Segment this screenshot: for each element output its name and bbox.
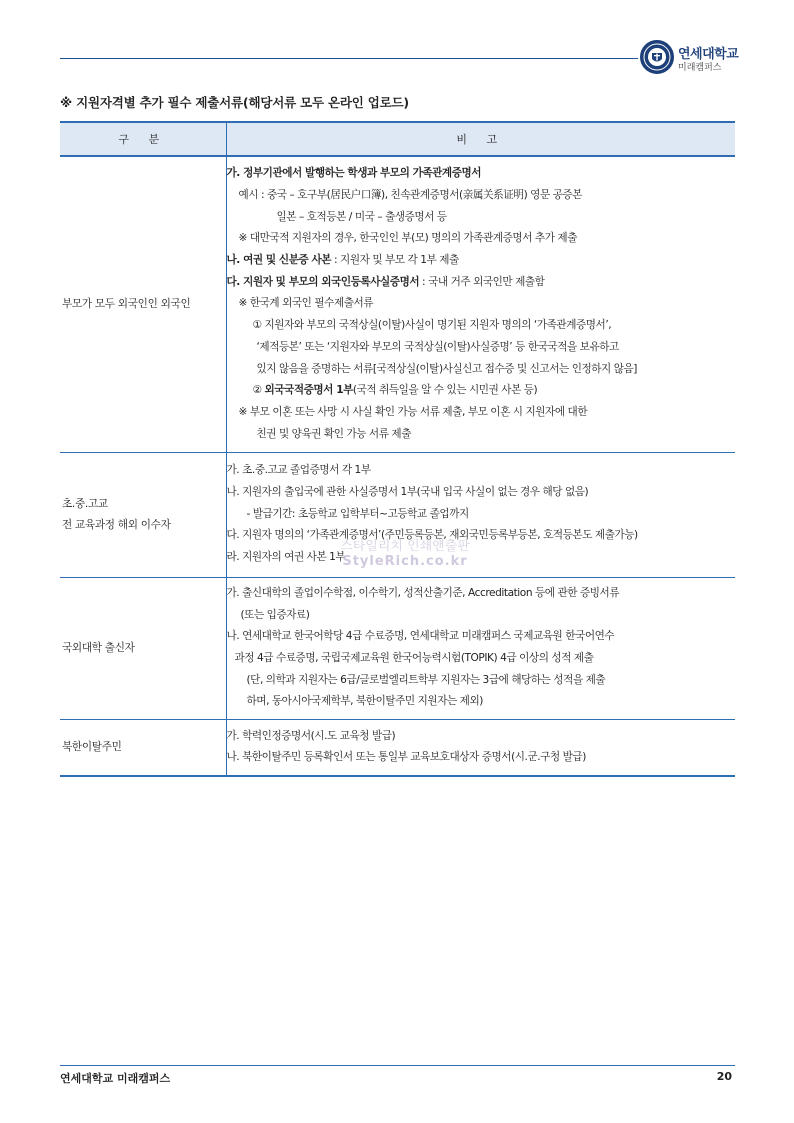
remarks-cell: [226, 577, 735, 719]
required-documents-table: [60, 121, 735, 777]
category-label: 초.중.고교: [62, 497, 108, 510]
remark-line: ※ 부모 이혼 또는 사망 시 사실 확인 가능 서류 제출, 부모 이혼 시 지원자에 대한: [238, 405, 588, 418]
remarks-cell: [226, 452, 735, 577]
remark-line: ① 지원자와 부모의 국적상실(이탈)사실이 명기된 지원자 명의의 ‘가족관계증명서’,: [252, 319, 612, 332]
remark-line: 예시 : 중국 – 호구부(居民户口簿), 친속관계증명서(亲属关系证明) 영문 공증본: [238, 188, 583, 201]
category-label: 부모가 모두 외국인인 외국인: [62, 297, 191, 310]
remark-line: 가. 학력인정증명서(시.도 교육청 발급): [226, 729, 396, 742]
remark-bold-text: 나. 여권 및 신분증 사본: [226, 253, 332, 266]
remark-line: (단, 의학과 지원자는 6급/글로벌엘리트학부 지원자는 3급에 해당하는 성적을 제출: [246, 673, 606, 686]
remark-bold-text: 다. 지원자 및 부모의 외국인등록사실증명서: [226, 275, 420, 288]
remark-line: 있지 않음을 증명하는 서류[국적상실(이탈)사실신고 접수증 및 신고서는 인정하지 않음]: [256, 362, 637, 375]
logo-campus: 미래캠퍼스: [678, 63, 722, 73]
remark-line: 가. 정부기관에서 발행하는 학생과 부모의 가족관계증명서: [226, 167, 482, 180]
footer-university: 연세대학교 미래캠퍼스: [60, 1072, 171, 1085]
university-seal-icon: [640, 40, 674, 74]
remark-text: ②: [252, 384, 265, 397]
remark-line: 하며, 동아시아국제학부, 북한이탈주민 지원자는 제외): [246, 695, 483, 708]
category-label: 국외대학 출신자: [62, 641, 135, 654]
remark-line: 일본 – 호적등본 / 미국 – 출생증명서 등: [276, 210, 447, 223]
table-row: [60, 452, 735, 577]
category-cell: [60, 719, 226, 776]
remark-line: 라. 지원자의 여권 사본 1부: [226, 551, 346, 564]
page-number: 20: [716, 1070, 732, 1083]
watermark-url: StyleRich.co.kr: [342, 554, 468, 569]
remark-line: ※ 대만국적 지원자의 경우, 한국인인 부(모) 명의의 가족관계증명서 추가 제출: [238, 232, 577, 245]
remark-line: [227, 272, 736, 294]
university-logo: [640, 40, 790, 76]
watermark-text: 스타일리치 인쇄앤출판: [340, 539, 470, 554]
remarks-cell: [226, 156, 735, 452]
remark-line: [227, 250, 736, 272]
remark-line: 가. 출신대학의 졸업이수학점, 이수학기, 성적산출기준, Accreditation 등에 관한 증빙서류: [226, 586, 620, 599]
table-header-row: [60, 122, 735, 156]
remark-line: 가. 초.중.고교 졸업증명서 각 1부: [226, 464, 371, 477]
category-label: 전 교육과정 해외 이수자: [62, 518, 171, 531]
remark-line: - 발급기간: 초등학교 입학부터~고등학교 졸업까지: [246, 507, 469, 520]
table-row: [60, 577, 735, 719]
remark-line: 나. 지원자의 출입국에 관한 사실증명서 1부(국내 입국 사실이 없는 경우 해당 없음): [226, 485, 589, 498]
remark-line: ‘제적등본’ 또는 ‘지원자와 부모의 국적상실(이탈)사실증명’ 등 한국국적을 보유하고: [256, 340, 619, 353]
remark-line: [227, 380, 736, 402]
remark-line: 다. 지원자 명의의 ‘가족관계증명서’(주민등록등본, 재외국민등록부등본, 호적등본도 제출가능): [226, 529, 638, 542]
table-row: [60, 156, 735, 452]
remark-text: (국적 취득일을 알 수 있는 시민권 사본 등): [352, 384, 538, 397]
table-row: [60, 719, 735, 776]
remark-text: : 국내 거주 외국인만 제출함: [419, 275, 545, 288]
remark-text: : 지원자 및 부모 각 1부 제출: [331, 253, 459, 266]
column-header-remarks: 비 고: [226, 122, 735, 156]
header-rule: [60, 58, 638, 59]
remark-line: 과정 4급 수료증명, 국립국제교육원 한국어능력시험(TOPIK) 4급 이상의 성적 제출: [234, 652, 594, 664]
remark-line: (또는 입증자료): [240, 608, 310, 621]
footer-rule: [60, 1065, 735, 1066]
remarks-cell: [226, 719, 735, 776]
remark-line: ※ 한국계 외국인 필수제출서류: [238, 297, 374, 310]
logo-name: 연세대학교: [678, 47, 739, 62]
remark-bold-text: 외국국적증명서 1부: [264, 384, 353, 397]
category-cell: [60, 452, 226, 577]
remark-line: 나. 연세대학교 한국어학당 4급 수료증명, 연세대학교 미래캠퍼스 국제교육원 한국어연수: [226, 630, 615, 643]
category-cell: [60, 577, 226, 719]
category-label: 북한이탈주민: [62, 740, 122, 753]
category-cell: [60, 156, 226, 452]
remark-line: 친권 및 양육권 확인 가능 서류 제출: [256, 427, 411, 440]
section-title: ※ 지원자격별 추가 필수 제출서류(해당서류 모두 온라인 업로드): [60, 95, 409, 110]
remark-line: 나. 북한이탈주민 등록확인서 또는 통일부 교육보호대상자 증명서(시.군.구청 발급): [226, 751, 586, 764]
column-header-category: 구 분: [60, 122, 226, 156]
